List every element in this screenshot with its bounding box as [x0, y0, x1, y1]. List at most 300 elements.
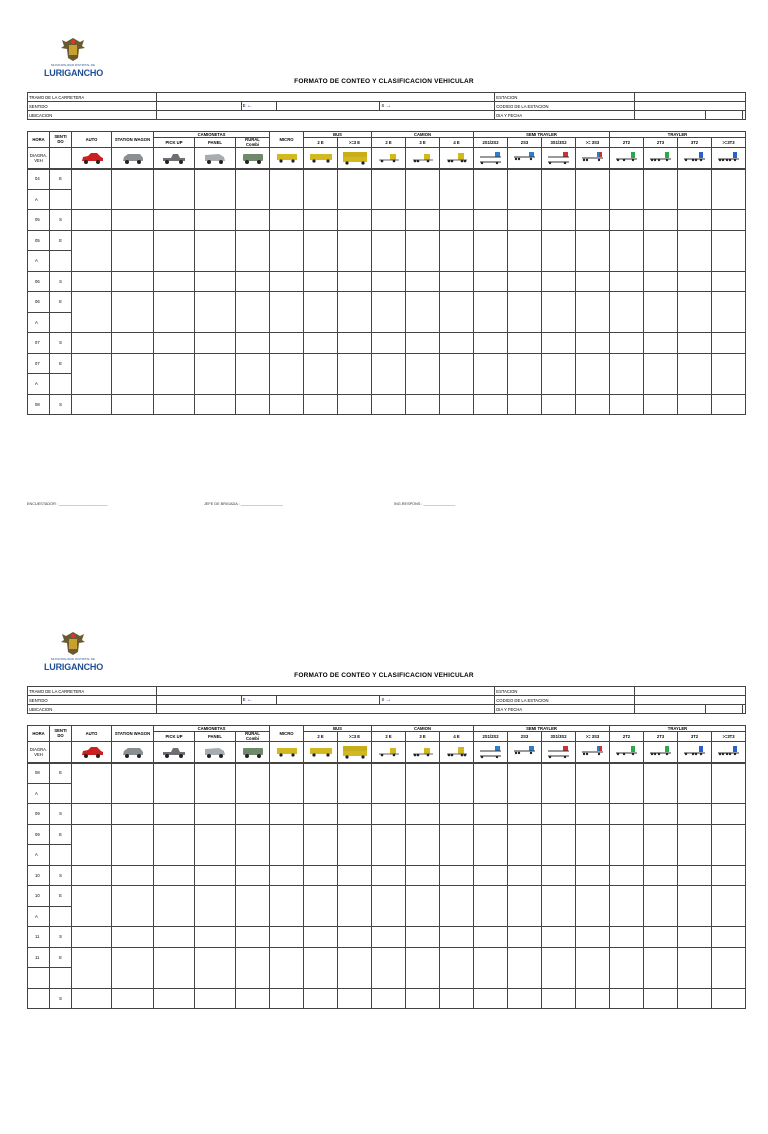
count-cell[interactable]: [508, 333, 542, 354]
count-cell[interactable]: [112, 927, 154, 948]
count-cell[interactable]: [508, 271, 542, 292]
count-cell[interactable]: [338, 230, 372, 271]
count-cell[interactable]: [338, 292, 372, 333]
count-cell[interactable]: [576, 169, 610, 210]
count-cell[interactable]: [154, 292, 195, 333]
count-cell[interactable]: [678, 886, 712, 927]
count-cell[interactable]: [270, 927, 304, 948]
count-cell[interactable]: [440, 763, 474, 804]
count-cell[interactable]: [576, 394, 610, 415]
count-cell[interactable]: [440, 353, 474, 394]
count-cell[interactable]: [644, 988, 678, 1009]
count-cell[interactable]: [542, 394, 576, 415]
count-cell[interactable]: [406, 947, 440, 988]
count-cell[interactable]: [542, 763, 576, 804]
count-cell[interactable]: [195, 292, 236, 333]
count-cell[interactable]: [542, 353, 576, 394]
count-cell[interactable]: [576, 824, 610, 865]
count-cell[interactable]: [406, 824, 440, 865]
count-cell[interactable]: [304, 886, 338, 927]
count-cell[interactable]: [576, 886, 610, 927]
count-cell[interactable]: [542, 169, 576, 210]
count-cell[interactable]: [712, 230, 746, 271]
count-cell[interactable]: [576, 230, 610, 271]
ubicacion-field[interactable]: [156, 705, 494, 714]
count-cell[interactable]: [112, 947, 154, 988]
count-cell[interactable]: [610, 763, 644, 804]
count-cell[interactable]: [406, 763, 440, 804]
count-cell[interactable]: [154, 886, 195, 927]
count-cell[interactable]: [112, 271, 154, 292]
count-cell[interactable]: [304, 292, 338, 333]
count-cell[interactable]: [610, 292, 644, 333]
count-cell[interactable]: [338, 824, 372, 865]
count-cell[interactable]: [236, 169, 270, 210]
count-cell[interactable]: [72, 169, 112, 210]
count-cell[interactable]: [610, 271, 644, 292]
count-cell[interactable]: [508, 763, 542, 804]
count-cell[interactable]: [508, 886, 542, 927]
count-cell[interactable]: [610, 210, 644, 231]
count-cell[interactable]: [154, 230, 195, 271]
dia-field-3[interactable]: [743, 705, 746, 714]
count-cell[interactable]: [72, 804, 112, 825]
count-cell[interactable]: [576, 333, 610, 354]
count-cell[interactable]: [712, 865, 746, 886]
count-cell[interactable]: [270, 988, 304, 1009]
count-cell[interactable]: [304, 271, 338, 292]
count-cell[interactable]: [542, 927, 576, 948]
count-cell[interactable]: [440, 947, 474, 988]
count-cell[interactable]: [338, 988, 372, 1009]
count-cell[interactable]: [372, 271, 406, 292]
count-cell[interactable]: [678, 353, 712, 394]
count-cell[interactable]: [474, 230, 508, 271]
count-cell[interactable]: [440, 230, 474, 271]
count-cell[interactable]: [372, 804, 406, 825]
count-cell[interactable]: [304, 988, 338, 1009]
count-cell[interactable]: [195, 169, 236, 210]
count-cell[interactable]: [406, 271, 440, 292]
count-cell[interactable]: [576, 763, 610, 804]
count-cell[interactable]: [270, 230, 304, 271]
count-cell[interactable]: [154, 394, 195, 415]
count-cell[interactable]: [112, 210, 154, 231]
count-cell[interactable]: [304, 210, 338, 231]
count-cell[interactable]: [542, 988, 576, 1009]
count-cell[interactable]: [338, 947, 372, 988]
count-cell[interactable]: [610, 988, 644, 1009]
count-cell[interactable]: [112, 230, 154, 271]
count-cell[interactable]: [542, 333, 576, 354]
count-cell[interactable]: [508, 824, 542, 865]
count-cell[interactable]: [712, 886, 746, 927]
count-cell[interactable]: [372, 763, 406, 804]
count-cell[interactable]: [712, 947, 746, 988]
count-cell[interactable]: [712, 210, 746, 231]
dia-field[interactable]: [635, 705, 706, 714]
count-cell[interactable]: [474, 353, 508, 394]
count-cell[interactable]: [72, 947, 112, 988]
count-cell[interactable]: [610, 947, 644, 988]
count-cell[interactable]: [72, 230, 112, 271]
count-cell[interactable]: [372, 333, 406, 354]
count-cell[interactable]: [678, 865, 712, 886]
count-cell[interactable]: [406, 210, 440, 231]
count-cell[interactable]: [154, 333, 195, 354]
dia-field-2[interactable]: [706, 705, 743, 714]
count-cell[interactable]: [270, 804, 304, 825]
count-cell[interactable]: [542, 292, 576, 333]
count-cell[interactable]: [474, 988, 508, 1009]
tramo-field[interactable]: [156, 93, 494, 102]
count-cell[interactable]: [474, 271, 508, 292]
count-cell[interactable]: [270, 763, 304, 804]
count-cell[interactable]: [406, 333, 440, 354]
count-cell[interactable]: [644, 394, 678, 415]
ubicacion-field[interactable]: [156, 111, 494, 120]
count-cell[interactable]: [644, 292, 678, 333]
count-cell[interactable]: [474, 804, 508, 825]
count-cell[interactable]: [644, 865, 678, 886]
count-cell[interactable]: [406, 394, 440, 415]
count-cell[interactable]: [112, 886, 154, 927]
count-cell[interactable]: [644, 230, 678, 271]
count-cell[interactable]: [440, 927, 474, 948]
count-cell[interactable]: [270, 824, 304, 865]
count-cell[interactable]: [440, 271, 474, 292]
count-cell[interactable]: [236, 271, 270, 292]
count-cell[interactable]: [195, 865, 236, 886]
count-cell[interactable]: [678, 824, 712, 865]
count-cell[interactable]: [542, 865, 576, 886]
count-cell[interactable]: [154, 947, 195, 988]
count-cell[interactable]: [154, 353, 195, 394]
count-cell[interactable]: [304, 394, 338, 415]
count-cell[interactable]: [406, 988, 440, 1009]
dia-field-2[interactable]: [706, 111, 743, 120]
count-cell[interactable]: [678, 333, 712, 354]
count-cell[interactable]: [542, 804, 576, 825]
count-cell[interactable]: [338, 169, 372, 210]
count-cell[interactable]: [270, 292, 304, 333]
count-cell[interactable]: [644, 927, 678, 948]
count-cell[interactable]: [72, 394, 112, 415]
count-cell[interactable]: [440, 169, 474, 210]
count-cell[interactable]: [195, 210, 236, 231]
count-cell[interactable]: [372, 353, 406, 394]
count-cell[interactable]: [372, 988, 406, 1009]
count-cell[interactable]: [72, 988, 112, 1009]
count-cell[interactable]: [338, 804, 372, 825]
count-cell[interactable]: [576, 292, 610, 333]
count-cell[interactable]: [440, 292, 474, 333]
count-cell[interactable]: [712, 824, 746, 865]
count-cell[interactable]: [678, 292, 712, 333]
count-cell[interactable]: [474, 947, 508, 988]
count-cell[interactable]: [154, 763, 195, 804]
count-cell[interactable]: [542, 271, 576, 292]
count-cell[interactable]: [270, 271, 304, 292]
count-cell[interactable]: [678, 271, 712, 292]
count-cell[interactable]: [610, 824, 644, 865]
codigo-field[interactable]: [635, 696, 746, 705]
count-cell[interactable]: [712, 333, 746, 354]
count-cell[interactable]: [372, 824, 406, 865]
count-cell[interactable]: [112, 169, 154, 210]
count-cell[interactable]: [154, 169, 195, 210]
count-cell[interactable]: [508, 988, 542, 1009]
count-cell[interactable]: [236, 865, 270, 886]
count-cell[interactable]: [338, 271, 372, 292]
count-cell[interactable]: [610, 230, 644, 271]
count-cell[interactable]: [576, 927, 610, 948]
count-cell[interactable]: [508, 394, 542, 415]
count-cell[interactable]: [576, 865, 610, 886]
count-cell[interactable]: [610, 865, 644, 886]
count-cell[interactable]: [474, 763, 508, 804]
count-cell[interactable]: [304, 824, 338, 865]
count-cell[interactable]: [712, 988, 746, 1009]
count-cell[interactable]: [338, 886, 372, 927]
count-cell[interactable]: [236, 210, 270, 231]
count-cell[interactable]: [474, 865, 508, 886]
count-cell[interactable]: [338, 333, 372, 354]
dia-field-3[interactable]: [743, 111, 746, 120]
count-cell[interactable]: [236, 927, 270, 948]
count-cell[interactable]: [508, 353, 542, 394]
count-cell[interactable]: [508, 230, 542, 271]
count-cell[interactable]: [474, 927, 508, 948]
count-cell[interactable]: [195, 886, 236, 927]
count-cell[interactable]: [440, 824, 474, 865]
count-cell[interactable]: [610, 804, 644, 825]
count-cell[interactable]: [112, 988, 154, 1009]
count-cell[interactable]: [678, 763, 712, 804]
count-cell[interactable]: [406, 804, 440, 825]
count-cell[interactable]: [270, 353, 304, 394]
count-cell[interactable]: [406, 169, 440, 210]
count-cell[interactable]: [154, 804, 195, 825]
count-cell[interactable]: [678, 394, 712, 415]
count-cell[interactable]: [112, 353, 154, 394]
count-cell[interactable]: [542, 886, 576, 927]
count-cell[interactable]: [270, 333, 304, 354]
count-cell[interactable]: [712, 804, 746, 825]
count-cell[interactable]: [372, 169, 406, 210]
count-cell[interactable]: [72, 333, 112, 354]
count-cell[interactable]: [112, 824, 154, 865]
count-cell[interactable]: [610, 169, 644, 210]
count-cell[interactable]: [406, 353, 440, 394]
count-cell[interactable]: [195, 988, 236, 1009]
count-cell[interactable]: [610, 886, 644, 927]
count-cell[interactable]: [338, 763, 372, 804]
count-cell[interactable]: [610, 927, 644, 948]
count-cell[interactable]: [270, 394, 304, 415]
count-cell[interactable]: [154, 210, 195, 231]
count-cell[interactable]: [236, 230, 270, 271]
count-cell[interactable]: [440, 394, 474, 415]
count-cell[interactable]: [644, 947, 678, 988]
tramo-field[interactable]: [156, 687, 494, 696]
count-cell[interactable]: [440, 333, 474, 354]
count-cell[interactable]: [508, 947, 542, 988]
count-cell[interactable]: [372, 886, 406, 927]
count-cell[interactable]: [406, 230, 440, 271]
count-cell[interactable]: [508, 169, 542, 210]
sentido-e-field[interactable]: [276, 102, 380, 111]
count-cell[interactable]: [576, 988, 610, 1009]
count-cell[interactable]: [542, 230, 576, 271]
count-cell[interactable]: [195, 947, 236, 988]
sentido-field[interactable]: [156, 102, 241, 111]
count-cell[interactable]: [372, 947, 406, 988]
estacion-field[interactable]: [635, 687, 746, 696]
count-cell[interactable]: [338, 394, 372, 415]
count-cell[interactable]: [195, 353, 236, 394]
count-cell[interactable]: [304, 169, 338, 210]
count-cell[interactable]: [270, 947, 304, 988]
count-cell[interactable]: [72, 927, 112, 948]
count-cell[interactable]: [406, 886, 440, 927]
codigo-field[interactable]: [635, 102, 746, 111]
count-cell[interactable]: [440, 886, 474, 927]
count-cell[interactable]: [72, 271, 112, 292]
count-cell[interactable]: [236, 292, 270, 333]
count-cell[interactable]: [440, 804, 474, 825]
count-cell[interactable]: [236, 988, 270, 1009]
count-cell[interactable]: [678, 947, 712, 988]
count-cell[interactable]: [712, 927, 746, 948]
count-cell[interactable]: [154, 865, 195, 886]
count-cell[interactable]: [474, 824, 508, 865]
count-cell[interactable]: [678, 988, 712, 1009]
count-cell[interactable]: [304, 353, 338, 394]
count-cell[interactable]: [236, 886, 270, 927]
count-cell[interactable]: [474, 333, 508, 354]
count-cell[interactable]: [576, 210, 610, 231]
count-cell[interactable]: [678, 169, 712, 210]
count-cell[interactable]: [644, 333, 678, 354]
count-cell[interactable]: [195, 230, 236, 271]
estacion-field[interactable]: [635, 93, 746, 102]
count-cell[interactable]: [644, 271, 678, 292]
count-cell[interactable]: [610, 394, 644, 415]
count-cell[interactable]: [372, 394, 406, 415]
count-cell[interactable]: [644, 886, 678, 927]
count-cell[interactable]: [576, 353, 610, 394]
count-cell[interactable]: [474, 292, 508, 333]
count-cell[interactable]: [712, 169, 746, 210]
count-cell[interactable]: [576, 804, 610, 825]
count-cell[interactable]: [644, 824, 678, 865]
count-cell[interactable]: [72, 210, 112, 231]
count-cell[interactable]: [712, 271, 746, 292]
count-cell[interactable]: [112, 865, 154, 886]
count-cell[interactable]: [474, 210, 508, 231]
count-cell[interactable]: [576, 271, 610, 292]
count-cell[interactable]: [678, 804, 712, 825]
count-cell[interactable]: [270, 865, 304, 886]
count-cell[interactable]: [195, 394, 236, 415]
count-cell[interactable]: [236, 333, 270, 354]
count-cell[interactable]: [72, 353, 112, 394]
count-cell[interactable]: [644, 804, 678, 825]
count-cell[interactable]: [372, 865, 406, 886]
count-cell[interactable]: [195, 271, 236, 292]
count-cell[interactable]: [508, 292, 542, 333]
count-cell[interactable]: [576, 947, 610, 988]
count-cell[interactable]: [304, 865, 338, 886]
count-cell[interactable]: [154, 271, 195, 292]
count-cell[interactable]: [712, 353, 746, 394]
count-cell[interactable]: [72, 865, 112, 886]
count-cell[interactable]: [440, 210, 474, 231]
count-cell[interactable]: [338, 865, 372, 886]
count-cell[interactable]: [154, 824, 195, 865]
count-cell[interactable]: [304, 804, 338, 825]
count-cell[interactable]: [195, 333, 236, 354]
count-cell[interactable]: [112, 394, 154, 415]
count-cell[interactable]: [474, 169, 508, 210]
count-cell[interactable]: [372, 927, 406, 948]
count-cell[interactable]: [112, 804, 154, 825]
count-cell[interactable]: [406, 292, 440, 333]
count-cell[interactable]: [610, 333, 644, 354]
count-cell[interactable]: [406, 865, 440, 886]
count-cell[interactable]: [542, 947, 576, 988]
count-cell[interactable]: [154, 988, 195, 1009]
count-cell[interactable]: [712, 292, 746, 333]
count-cell[interactable]: [304, 230, 338, 271]
count-cell[interactable]: [508, 927, 542, 948]
count-cell[interactable]: [644, 763, 678, 804]
count-cell[interactable]: [304, 763, 338, 804]
count-cell[interactable]: [406, 927, 440, 948]
count-cell[interactable]: [270, 210, 304, 231]
count-cell[interactable]: [474, 394, 508, 415]
count-cell[interactable]: [372, 230, 406, 271]
count-cell[interactable]: [542, 824, 576, 865]
count-cell[interactable]: [508, 804, 542, 825]
count-cell[interactable]: [678, 927, 712, 948]
count-cell[interactable]: [236, 394, 270, 415]
count-cell[interactable]: [112, 333, 154, 354]
count-cell[interactable]: [304, 333, 338, 354]
count-cell[interactable]: [236, 947, 270, 988]
count-cell[interactable]: [195, 763, 236, 804]
count-cell[interactable]: [195, 804, 236, 825]
count-cell[interactable]: [508, 865, 542, 886]
count-cell[interactable]: [72, 886, 112, 927]
count-cell[interactable]: [338, 927, 372, 948]
count-cell[interactable]: [72, 763, 112, 804]
count-cell[interactable]: [236, 353, 270, 394]
count-cell[interactable]: [154, 927, 195, 948]
count-cell[interactable]: [236, 824, 270, 865]
count-cell[interactable]: [372, 292, 406, 333]
sentido-e-field[interactable]: [276, 696, 380, 705]
count-cell[interactable]: [338, 353, 372, 394]
count-cell[interactable]: [304, 927, 338, 948]
dia-field[interactable]: [635, 111, 706, 120]
count-cell[interactable]: [712, 394, 746, 415]
count-cell[interactable]: [644, 353, 678, 394]
count-cell[interactable]: [440, 988, 474, 1009]
count-cell[interactable]: [644, 169, 678, 210]
count-cell[interactable]: [72, 292, 112, 333]
